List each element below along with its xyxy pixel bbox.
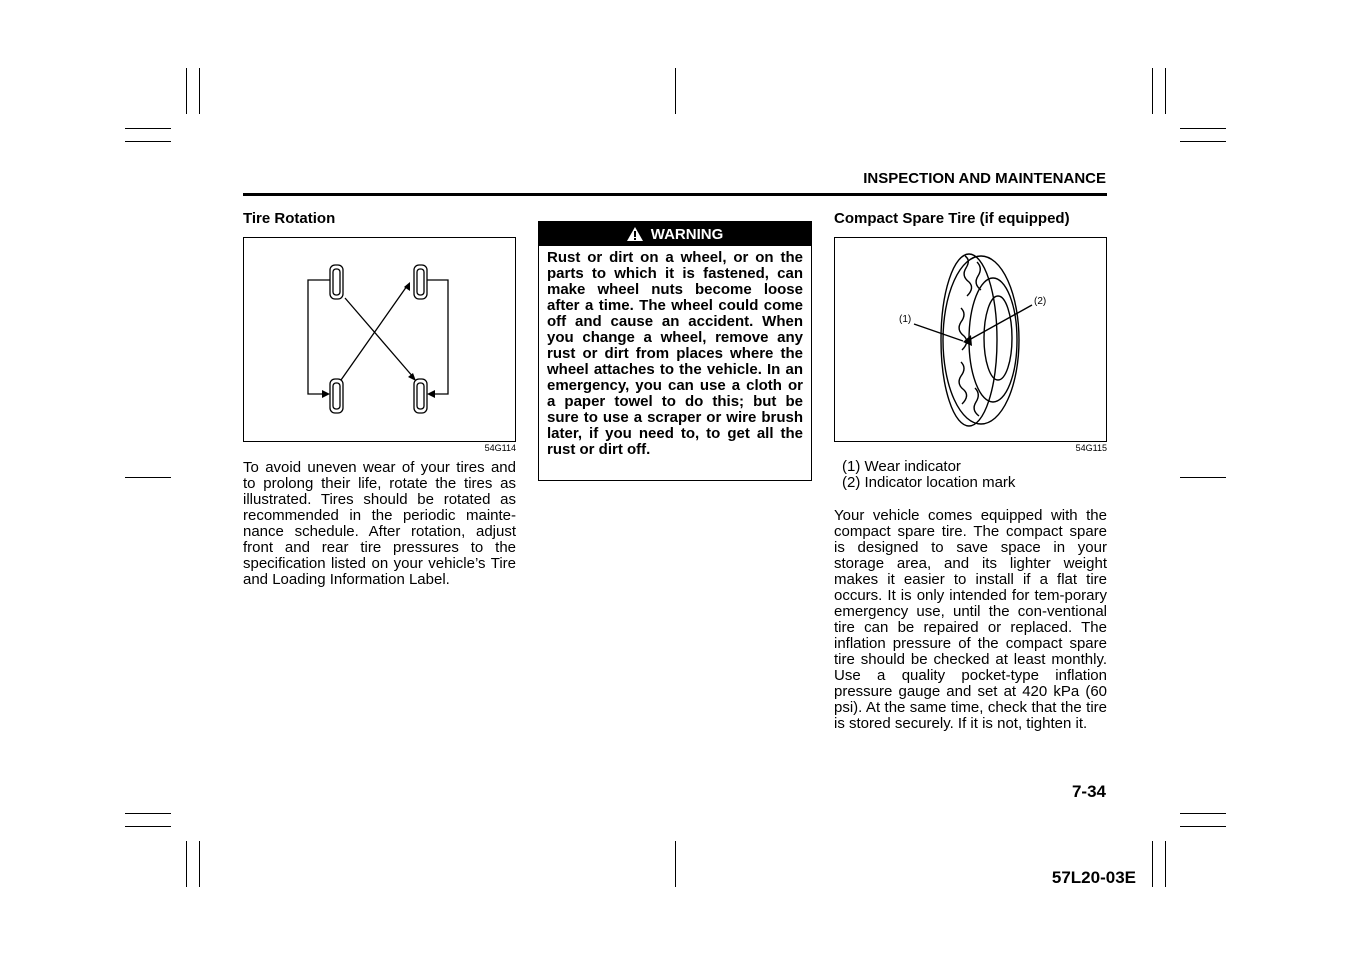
callout-1: (1) (899, 314, 912, 325)
warning-header (539, 222, 811, 246)
compact-spare-paragraph: Your vehicle comes equipped with the compact spare tire. The compact spare is designed to save space in your storage area, and its lighter weight makes it easier to install if a flat tire occurs. It is only intended for tem-porary emergency use, until the con-ventional tire can be repaired or replaced. The inflation pressure of the compact spare tire should be checked at least monthly. Use a quality pocket-type inflation pressure gauge and set at 420 kPa (60 psi). At the same time, check that the tire is stored securely. If it is not, tighten it. (834, 507, 1107, 732)
figure-code: 54G115 (1075, 443, 1107, 453)
figure-code: 54G114 (484, 443, 516, 453)
tire-rotation-figure (243, 237, 516, 442)
tire-rotation-heading: Tire Rotation (243, 210, 336, 227)
tire-rotation-diagram (244, 238, 515, 441)
spare-tire-diagram (835, 238, 1106, 441)
warning-text: Rust or dirt on a wheel, or on the parts to which it is fastened, can make wheel nuts become loose after a time. The wheel could come off and cause an accident. When you change a wheel, remove any rust or dirt from places where the wheel attaches to the vehicle. In an emergency, you can use a cloth or a paper towel to do this; but be sure to use a scraper or wire brush later, if you need to, to get all the rust or dirt off. (547, 249, 803, 458)
document-code: 57L20-03E (1051, 868, 1136, 887)
header-rule (243, 193, 1107, 196)
legend-item: (1) Wear indicator (842, 458, 961, 475)
legend-item: (2) Indicator location mark (842, 474, 1016, 491)
warning-box (538, 221, 812, 481)
compact-spare-heading: Compact Spare Tire (if equipped) (834, 210, 1070, 227)
callout-2: (2) (1034, 296, 1047, 307)
page-number: 7-34 (1071, 782, 1106, 801)
legend-list (842, 459, 1015, 491)
spare-tire-figure (834, 237, 1107, 442)
section-title: INSPECTION AND MAINTENANCE (863, 170, 1106, 187)
tire-rotation-paragraph: To avoid uneven wear of your tires and to prolong their life, rotate the tires as illustrated. Tires should be rotated as recommended in the periodic mainte-nance schedule. After rotation, adjust front and rear tire pressures to the specification listed on your vehicle’s Tire and Loading Information Label. (243, 459, 516, 588)
warning-triangle-icon (627, 227, 643, 241)
warning-title: WARNING (650, 225, 724, 243)
